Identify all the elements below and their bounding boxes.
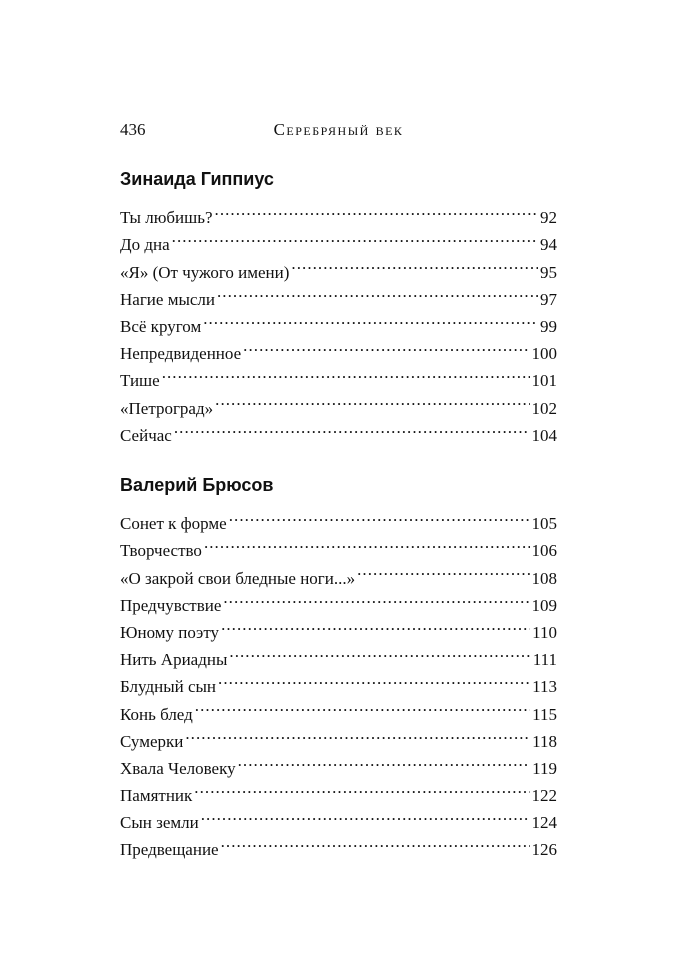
toc-section-bryusov <box>120 472 557 860</box>
toc-entry-title: Нагие мысли <box>120 289 215 309</box>
toc-entry-title: Ты любишь? <box>120 208 213 228</box>
toc-entry-title: Блудный сын <box>120 677 217 697</box>
toc-entry-page: 99 <box>540 316 557 336</box>
dot-leader <box>215 386 529 413</box>
toc-entry-title: «Я» (От чужого имени) <box>120 262 290 282</box>
toc-entry-title: Сын земли <box>120 813 199 833</box>
toc-section-gippius <box>120 166 557 445</box>
toc-entry-page: 118 <box>532 731 557 751</box>
toc-entry <box>120 414 557 445</box>
toc-entry-title: Нить Ариадны <box>120 650 228 670</box>
toc-entry-title: Творчество <box>120 541 202 561</box>
dot-leader <box>217 278 538 305</box>
dot-leader <box>218 665 530 692</box>
toc-entry-page: 122 <box>531 786 557 806</box>
toc-entry-title: Сумерки <box>120 731 184 751</box>
toc-entry-page: 109 <box>531 595 557 615</box>
toc-entry-page: 119 <box>532 758 557 778</box>
toc-entry-title: Сонет к форме <box>120 514 227 534</box>
author-heading: Валерий Брюсов <box>120 475 274 495</box>
dot-leader <box>203 305 538 332</box>
toc-entry-page: 92 <box>540 208 557 228</box>
toc-entry <box>120 386 557 418</box>
dot-leader <box>215 196 538 223</box>
dot-leader <box>229 638 530 665</box>
toc-entry-title: Юному поэту <box>120 622 220 642</box>
toc-entry-title: Конь блед <box>120 704 193 724</box>
dot-leader <box>221 611 530 638</box>
toc-entry <box>120 223 557 255</box>
toc-entry-page: 113 <box>532 677 557 697</box>
toc-entry <box>120 502 557 534</box>
toc-entry-page: 115 <box>532 704 557 724</box>
toc-entry-page: 111 <box>532 650 557 670</box>
toc-entry-page: 100 <box>531 344 557 364</box>
dot-leader <box>162 359 530 386</box>
toc-list <box>120 502 557 860</box>
toc-entry-title: До дна <box>120 235 170 255</box>
toc-entry-title: Всё кругом <box>120 316 202 336</box>
dot-leader <box>185 720 530 747</box>
toc-entry-title: «О закрой свои бледные ноги...» <box>120 568 356 588</box>
toc-entry-title: Хвала Человеку <box>120 758 236 778</box>
running-title: Серебряный век <box>273 120 404 139</box>
toc-entry-page: 106 <box>531 541 557 561</box>
toc-entry-page: 97 <box>540 289 557 309</box>
toc-entry <box>120 720 557 751</box>
toc-entry-page: 108 <box>531 568 557 588</box>
toc-entry-title: Предчувствие <box>120 595 222 615</box>
dot-leader <box>174 414 530 441</box>
dot-leader <box>221 828 530 855</box>
toc-entry-title: «Петроград» <box>120 398 214 418</box>
toc-entry-page: 94 <box>540 235 557 255</box>
dot-leader <box>201 801 530 828</box>
dot-leader <box>172 223 538 250</box>
dot-leader <box>357 556 529 583</box>
toc-entry-page: 110 <box>532 622 557 642</box>
toc-entry-page: 104 <box>531 425 557 445</box>
page-header <box>120 120 557 148</box>
dot-leader <box>229 502 530 529</box>
toc-entry-page: 126 <box>531 840 557 860</box>
toc-list <box>120 196 557 445</box>
toc-entry-page: 101 <box>531 371 557 391</box>
toc-entry <box>120 250 557 282</box>
toc-entry <box>120 196 557 228</box>
toc-entry-title: Предвещание <box>120 840 219 860</box>
toc-entry-title: Тише <box>120 371 160 391</box>
dot-leader <box>243 332 529 359</box>
dot-leader <box>223 584 529 611</box>
toc-entry-title: Сейчас <box>120 425 172 445</box>
author-heading: Зинаида Гиппиус <box>120 169 274 189</box>
toc-entry-page: 95 <box>540 262 557 282</box>
page-number: 436 <box>120 120 146 139</box>
toc-entry <box>120 747 557 778</box>
dot-leader <box>195 692 530 719</box>
toc-entry-title: Непредвиденное <box>120 344 242 364</box>
toc-entry-page: 105 <box>531 514 557 534</box>
toc-entry <box>120 359 557 391</box>
dot-leader <box>238 747 531 774</box>
dot-leader <box>204 529 530 556</box>
toc-entry-page: 124 <box>531 813 557 833</box>
dot-leader <box>194 774 529 801</box>
toc-entry-title: Памятник <box>120 786 193 806</box>
toc-entry-page: 102 <box>531 398 557 418</box>
dot-leader <box>291 250 538 277</box>
